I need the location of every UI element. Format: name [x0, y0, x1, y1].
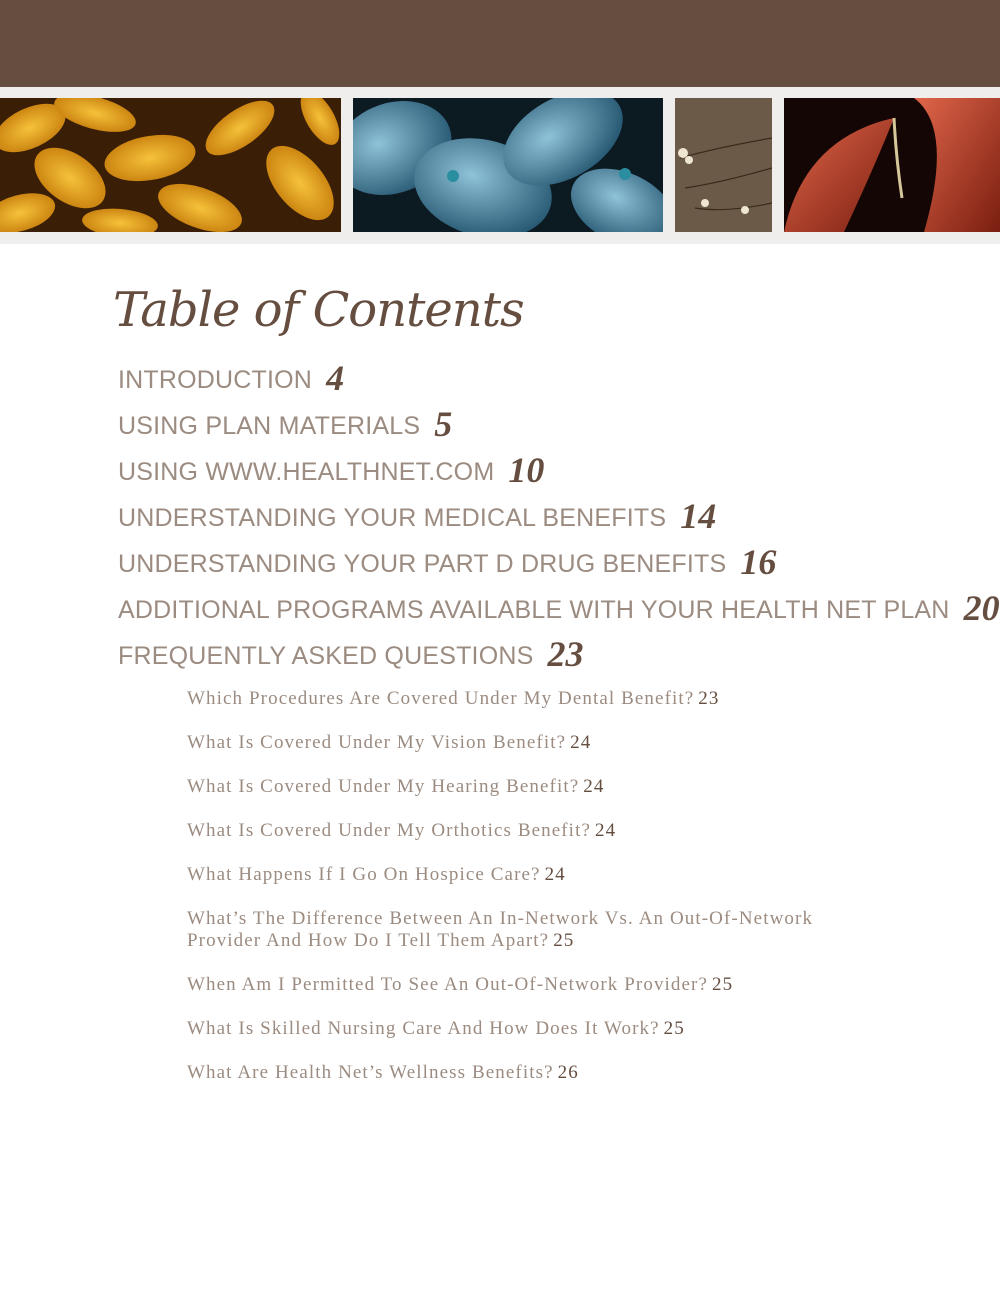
faq-page: 24	[570, 732, 592, 753]
faq-page: 25	[712, 974, 734, 995]
photo-strip	[0, 87, 1000, 244]
toc-entry-page: 10	[508, 450, 545, 490]
faq-question: What Is Covered Under My Orthotics Benefit?	[187, 820, 591, 841]
faq-entry[interactable]	[187, 1018, 887, 1040]
faq-entry[interactable]	[187, 820, 887, 842]
faq-question: What Happens If I Go On Hospice Care?	[187, 864, 541, 885]
faq-page: 24	[583, 776, 605, 797]
toc-entry[interactable]	[118, 585, 1000, 631]
toc-entry-label: INTRODUCTION	[118, 366, 313, 394]
toc-entry[interactable]	[118, 447, 978, 493]
toc-entry-page: 16	[740, 542, 777, 582]
orange-flower-petals-photo	[0, 98, 341, 232]
faq-question: What Is Skilled Nursing Care And How Does It Work?	[187, 1018, 660, 1039]
faq-page: 23	[698, 688, 720, 709]
faq-page: 26	[557, 1062, 579, 1083]
red-calla-lily-photo	[784, 98, 1000, 232]
toc-section-list	[118, 355, 1000, 677]
faq-page: 25	[553, 930, 575, 951]
toc-entry-label: USING WWW.HEALTHNET.COM	[118, 458, 495, 486]
faq-entry[interactable]	[187, 908, 887, 952]
header-band	[0, 0, 1000, 87]
faq-list	[187, 688, 887, 1106]
toc-entry[interactable]	[118, 401, 978, 447]
page-title: Table of Contents	[113, 282, 524, 338]
faq-question: When Am I Permitted To See An Out-Of-Network Provider?	[187, 974, 709, 995]
toc-entry-page: 5	[434, 404, 453, 444]
toc-entry[interactable]	[118, 493, 978, 539]
toc-entry-page: 14	[680, 496, 717, 536]
faq-page: 24	[594, 820, 617, 841]
faq-entry[interactable]	[187, 974, 887, 996]
faq-entry[interactable]	[187, 732, 887, 754]
faq-page: 24	[544, 864, 566, 885]
faq-entry[interactable]	[187, 776, 887, 798]
toc-entry-page: 4	[326, 358, 345, 398]
blue-hydrangea-photo	[353, 98, 663, 232]
toc-entry[interactable]	[118, 539, 978, 585]
toc-entry-page: 20	[963, 588, 1000, 628]
faq-question: What Is Covered Under My Vision Benefit?	[187, 732, 567, 753]
faq-entry[interactable]	[187, 688, 887, 710]
faq-question: What Is Covered Under My Hearing Benefit?	[187, 776, 580, 797]
toc-entry-label: FREQUENTLY ASKED QUESTIONS	[118, 642, 534, 670]
dried-flowers-photo	[675, 98, 772, 232]
toc-entry-page: 23	[547, 634, 584, 674]
faq-question: What’s The Difference Between An In-Network Vs. An Out-Of-Network Provider And How Do I Tell Them Apart?	[187, 908, 814, 951]
faq-entry[interactable]	[187, 864, 887, 886]
toc-entry-label: UNDERSTANDING YOUR PART D DRUG BENEFITS	[118, 550, 727, 578]
faq-page: 25	[663, 1018, 685, 1039]
toc-entry-label: USING PLAN MATERIALS	[118, 412, 421, 440]
faq-question: Which Procedures Are Covered Under My Dental Benefit?	[187, 688, 695, 709]
toc-entry-label: UNDERSTANDING YOUR MEDICAL BENEFITS	[118, 504, 667, 532]
toc-entry[interactable]	[118, 355, 978, 401]
toc-entry[interactable]	[118, 631, 978, 677]
faq-question: What Are Health Net’s Wellness Benefits?	[187, 1062, 554, 1083]
faq-entry[interactable]	[187, 1062, 887, 1084]
toc-entry-label: ADDITIONAL PROGRAMS AVAILABLE WITH YOUR HEALTH NET PLAN	[118, 596, 950, 624]
